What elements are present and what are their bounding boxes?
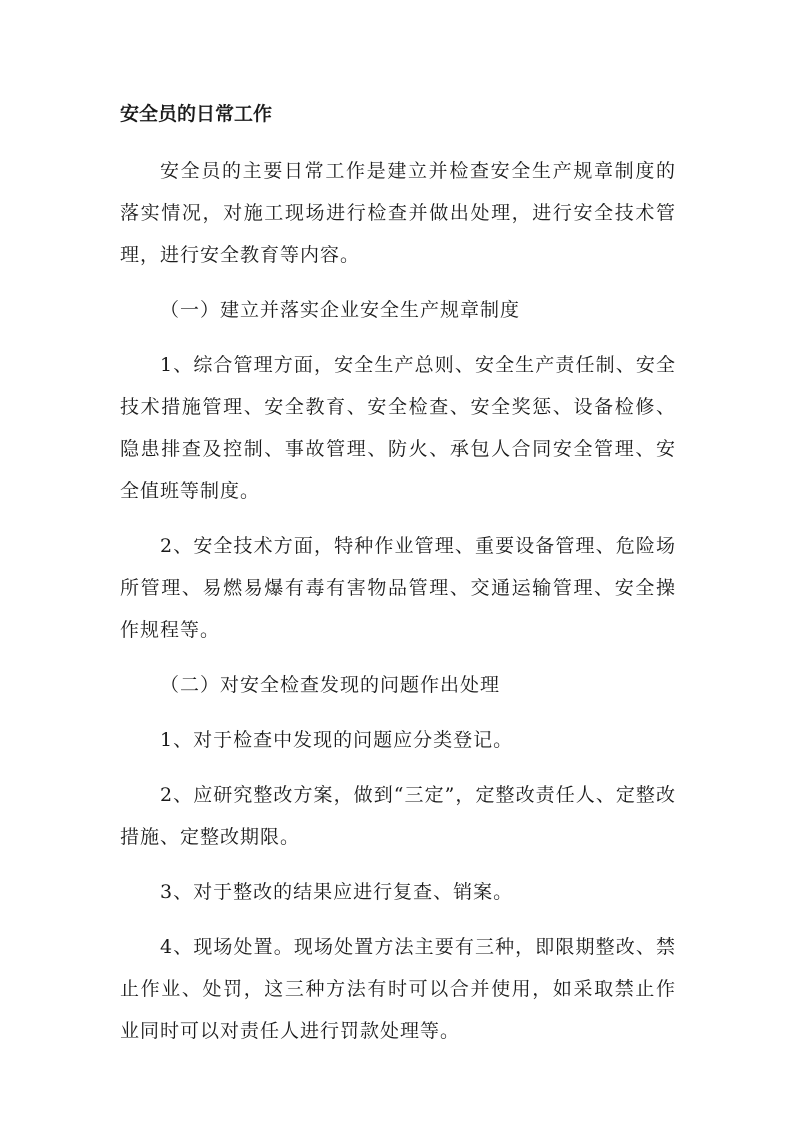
list-item-1-2: 2、安全技术方面，特种作业管理、重要设备管理、危险场所管理、易燃易爆有毒有害物品管理、交通运输管理、安全操作规程等。 [120, 535, 676, 641]
list-item-1-1: 1、综合管理方面，安全生产总则、安全生产责任制、安全技术措施管理、安全教育、安全检查、安全奖惩、设备检修、隐患排查及控制、事故管理、防火、承包人合同安全管理、安全值班等制度。 [120, 354, 676, 502]
section-heading-1: （一）建立并落实企业安全生产规章制度 [160, 299, 521, 321]
list-item-2-1: 1、对于检查中发现的问题应分类登记。 [160, 729, 514, 751]
list-item-2-2: 2、应研究整改方案，做到“三定”，定整改责任人、定整改措施、定整改期限。 [120, 784, 676, 848]
intro-paragraph: 安全员的主要日常工作是建立并检查安全生产规章制度的落实情况，对施工现场进行检查并做出处理，进行安全技术管理，进行安全教育等内容。 [120, 160, 676, 266]
document-title: 安全员的日常工作 [120, 103, 273, 125]
list-item-2-3: 3、对于整改的结果应进行复查、销案。 [160, 881, 514, 903]
list-item-2-4: 4、现场处置。现场处置方法主要有三种，即限期整改、禁止作业、处罚，这三种方法有时可以合并使用，如采取禁止作业同时可以对责任人进行罚款处理等。 [120, 936, 676, 1042]
document-page [120, 100, 676, 1065]
section-heading-2: （二）对安全检查发现的问题作出处理 [160, 674, 501, 696]
